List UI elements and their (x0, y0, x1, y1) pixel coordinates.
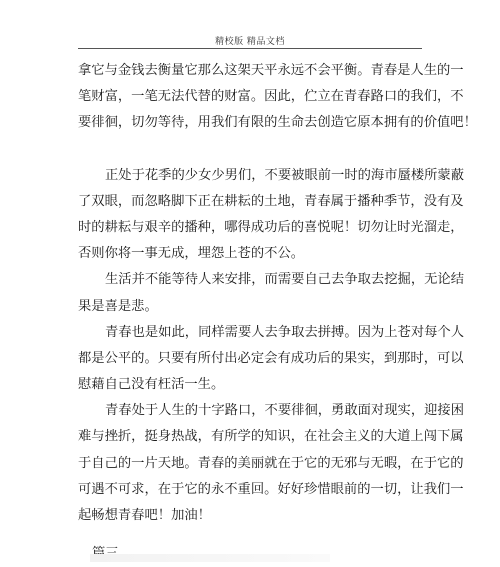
text-line: 正处于花季的少女少男们，不要被眼前一时的海市蜃楼所蒙蔽 (105, 167, 465, 183)
document-body (78, 58, 477, 567)
paragraph-2 (78, 163, 465, 268)
paragraph-1 (78, 58, 477, 137)
text-line: 否则你将一事无成，埋怨上苍的不公。 (78, 246, 305, 262)
text-line: 青春也是如此，同样需要人去争取去拼搏。因为上苍对每个人 (105, 324, 465, 340)
text-line: 于自己的一片天地。青春的美丽就在于它的无邪与无暇，在于它的 (78, 455, 464, 471)
paragraph-3 (78, 267, 465, 319)
page-header: 精校版 精品文档 (215, 37, 285, 47)
text-line: 慰藉自己没有枉活一生。 (78, 377, 225, 393)
header-divider (78, 48, 422, 49)
text-line: 生活并不能等待人来安排，而需要自己去争取去挖掘，无论结 (105, 272, 465, 288)
text-line: 果是喜是悲。 (78, 298, 158, 314)
text-line: 难与挫折，挺身热战，有所学的知识，在社会主义的大道上闯下属 (78, 429, 464, 445)
text-line: 青春处于人生的十字路口，不要徘徊，勇敢面对现实，迎接困 (105, 403, 465, 419)
faded-footer-text (90, 554, 330, 562)
text-line: 时的耕耘与艰辛的播种，哪得成功后的喜悦呢！切勿让时光溜走， (78, 219, 464, 235)
text-line: 起畅想青春吧！加油！ (78, 508, 211, 523)
text-line: 笔财富，一笔无法代替的财富。因此，伫立在青春路口的我们，不 (78, 89, 464, 105)
paragraph-gap (78, 137, 424, 163)
text-line: 都是公平的。只要有所付出必定会有成功后的果实，到那时，可以 (78, 350, 464, 366)
text-line: 要徘徊，切勿等待，用我们有限的生命去创造它原本拥有的价值吧！ (78, 115, 477, 131)
paragraph-4 (78, 320, 465, 399)
text-line: 了双眼，而忽略脚下正在耕耘的土地，青春属于播种季节，没有及 (78, 193, 464, 209)
text-line: 拿它与金钱去衡量它那么这架天平永远不会平衡。青春是人生的一 (78, 63, 464, 78)
text-line: 可遇不可求，在于它的永不重回。好好珍惜眼前的一切，让我们一 (78, 481, 464, 497)
paragraph-5 (78, 398, 465, 529)
